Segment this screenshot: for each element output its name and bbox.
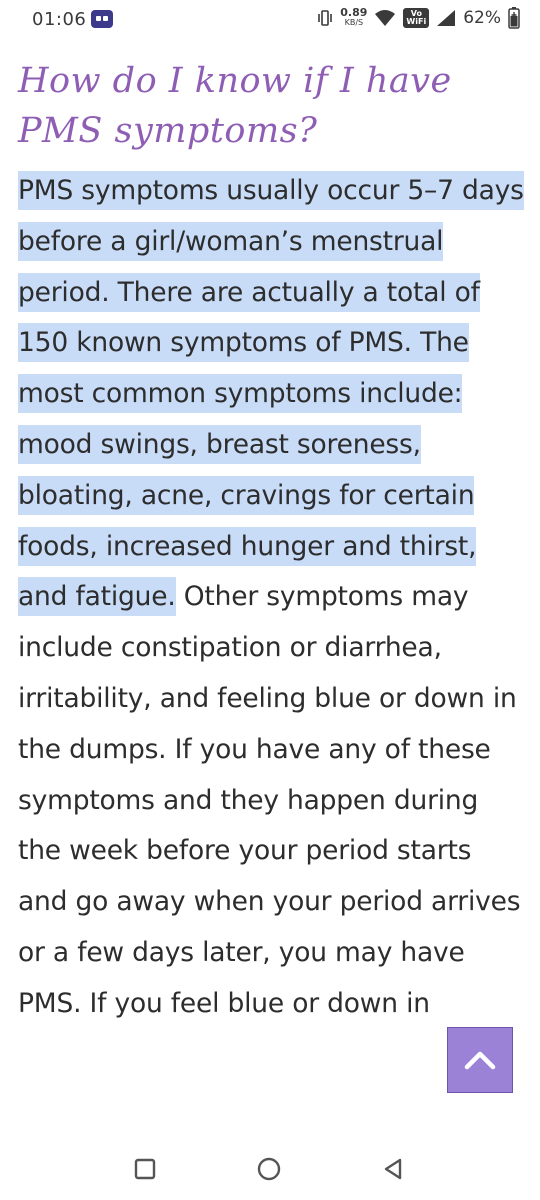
vowifi-icon xyxy=(403,8,429,28)
selected-text[interactable]: PMS symptoms usually occur 5–7 days before a girl/woman’s menstrual period. There are actually a total of 150 known symptoms of PMS. The most common symptoms include: mood swings, breast soreness, bloating, acne, cravings for certain foods, increased hunger and thirst, and fatigue. xyxy=(18,171,524,616)
status-time: 01:06 xyxy=(32,9,87,30)
app-badge-icon xyxy=(91,10,113,28)
vowifi-line2: WiFi xyxy=(406,17,427,26)
network-speed xyxy=(340,8,367,28)
home-icon xyxy=(256,1156,282,1182)
home-button[interactable] xyxy=(252,1152,286,1186)
vibrate-icon xyxy=(317,8,333,28)
battery-percent: 62% xyxy=(463,8,501,28)
signal-icon xyxy=(436,9,456,27)
recents-icon xyxy=(134,1158,156,1180)
scroll-to-top-button[interactable] xyxy=(447,1027,513,1093)
network-speed-unit: KB/S xyxy=(344,18,364,27)
article-paragraph xyxy=(18,166,524,1030)
network-speed-value: 0.89 xyxy=(340,6,368,19)
article xyxy=(18,56,524,1030)
back-button[interactable] xyxy=(376,1152,410,1186)
article-heading: How do I know if I have PMS symptoms? xyxy=(18,61,452,151)
navigation-bar xyxy=(0,1138,540,1200)
recents-button[interactable] xyxy=(128,1152,162,1186)
status-icons xyxy=(317,7,520,29)
paragraph-continuation: Other symptoms may include constipation or diarrhea, irritability, and feeling blue or down in the dumps. If you have any of these symptoms and they happen during the week before your period starts and go away when your period arrives or a few days later, you may have PMS. If you feel blue or down in xyxy=(18,581,521,1019)
wifi-icon xyxy=(374,9,396,27)
back-icon xyxy=(381,1157,405,1181)
vowifi-line1: Vo xyxy=(410,9,422,18)
status-bar xyxy=(0,0,540,40)
battery-charging-icon xyxy=(508,7,520,29)
chevron-up-icon xyxy=(463,1049,497,1071)
